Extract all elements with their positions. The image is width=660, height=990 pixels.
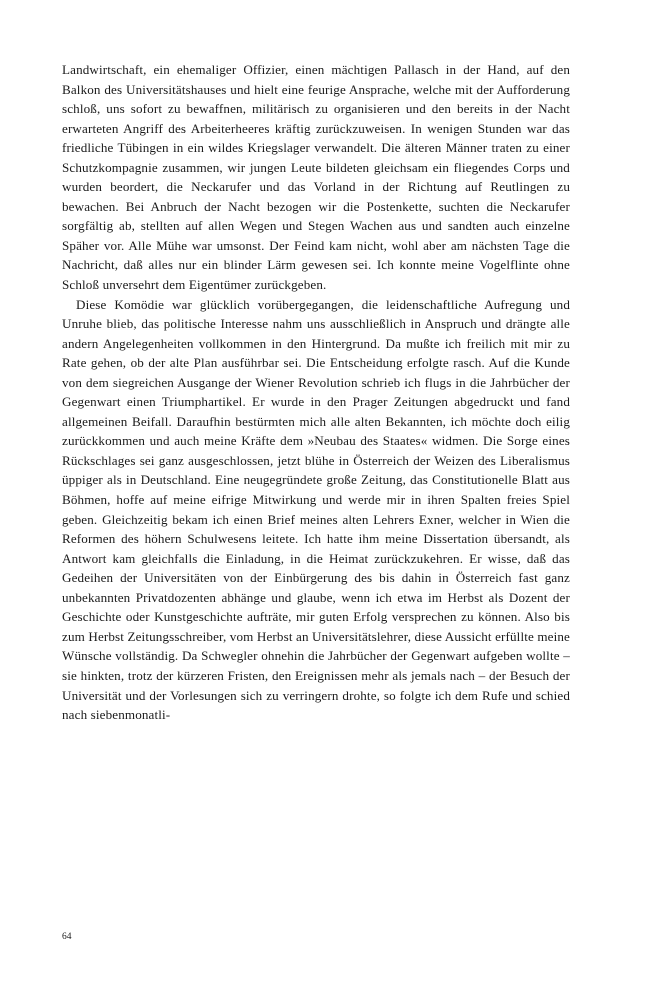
paragraph: Landwirtschaft, ein ehemaliger Offizier, einen mächtigen Pallasch in der Hand, auf den Balkon des Universitätshauses und hielt eine feurige Ansprache, welche mit der Aufforderung schloß, uns sofort zu bewaffnen, militärisch zu organisieren und den bereits in der Nacht erwarteten Angriff des Arbeiterheeres kräftig zurückzuweisen. In wenigen Stunden war das friedliche Tübingen in ein wildes Kriegslager verwandelt. Die älteren Männer traten zu einer Schutzkompagnie zusammen, wir jungen Leute bildeten gleichsam ein fliegendes Corps und wurden beordert, die Neckarufer und das Vorland in der Richtung auf Reutlingen zu bewachen. Bei Anbruch der Nacht bezogen wir die Postenkette, suchten die Neckarufer sorgfältig ab, stellten auf allen Wegen und Stegen Wachen aus und sandten auch einzelne Späher vor. Alle Mühe war umsonst. Der Feind kam nicht, wohl aber am nächsten Tage die Nachricht, daß alles nur ein blinder Lärm gewesen sei. Ich konnte meine Vogelflinte ohne Schloß unversehrt dem Eigentümer zurückgeben.: [62, 62, 570, 293]
body-text: [62, 60, 570, 725]
paragraph: Diese Komödie war glücklich vorübergegangen, die leidenschaftliche Aufregung und Unruhe blieb, das politische Interesse nahm uns ausschließlich in Anspruch und drängte alle andern Angelegenheiten vollkommen in den Hintergrund. Da mußte ich freilich mit mir zu Rate gehen, ob der alte Plan ausführbar sei. Die Entscheidung erfolgte rasch. Auf die Kunde von dem siegreichen Ausgange der Wiener Revolution schrieb ich flugs in die Jahrbücher der Gegenwart einen Triumphartikel. Er wurde in den Prager Zeitungen abgedruckt und fand allgemeinen Beifall. Daraufhin bestürmten mich alle alten Bekannten, ich möchte doch eilig zurückkommen und auch meine Kräfte dem »Neubau des Staates« widmen. Die Sorge eines Rückschlages sei ganz ausgeschlossen, jetzt blühe in Österreich der Weizen des Liberalismus üppiger als in Deutschland. Eine neugegründete große Zeitung, das Constitutionelle Blatt aus Böhmen, hoffe auf meine eifrige Mitwirkung und werde mir in ihren Spalten freies Spiel geben. Gleichzeitig bekam ich einen Brief meines alten Lehrers Exner, welcher in Wien die Reformen des höhern Schulwesens leitete. Ich hatte ihm meine Dissertation übersandt, als Antwort kam gleichfalls die Einladung, in die Heimat zurückzukehren. Er wisse, daß das Gedeihen der Universitäten von der Einbürgerung des bis dahin in Österreich fast ganz unbekannten Privatdozenten abhänge und glaube, wenn ich etwa im Herbst als Dozent der Geschichte oder Kunstgeschichte aufträte, mir guten Erfolg versprechen zu können. Also bis zum Herbst Zeitungsschreiber, vom Herbst an Universitätslehrer, diese Aussicht erfüllte meine Wünsche vollständig. Da Schwegler ohnehin die Jahrbücher der Gegenwart aufgeben wollte – sie hinkten, trotz der kürzeren Fristen, den Ereignissen mehr als jemals nach – der Besuch der Universität und der Vorlesungen sich zu verringern drohte, so folgte ich dem Rufe und schied nach siebenmonatli-: [62, 296, 570, 723]
page-number: 64: [62, 932, 72, 942]
